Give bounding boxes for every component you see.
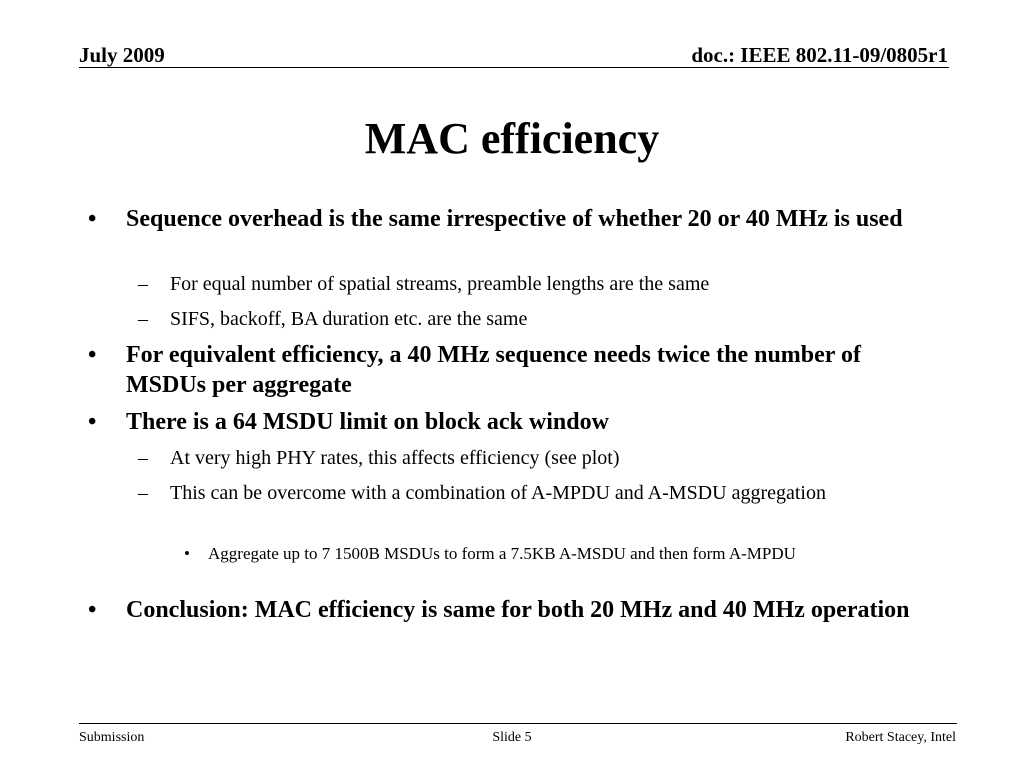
bullet-marker: • bbox=[88, 597, 97, 623]
header-date: July 2009 bbox=[79, 43, 165, 67]
footer-slide-number: Slide 5 bbox=[492, 730, 532, 745]
bullet-item bbox=[88, 340, 916, 400]
header-doc-id: doc.: IEEE 802.11-09/0805r1 bbox=[691, 43, 948, 67]
bullet-marker: • bbox=[88, 409, 97, 435]
sub-bullet-text: At very high PHY rates, this affects efficiency (see plot) bbox=[170, 447, 620, 469]
dash-marker: – bbox=[138, 447, 148, 469]
sub-bullet-text: SIFS, backoff, BA duration etc. are the same bbox=[170, 308, 528, 330]
dash-marker: – bbox=[138, 482, 148, 504]
bullet-item bbox=[88, 407, 916, 437]
bullet-marker: • bbox=[184, 544, 190, 563]
sub-bullet-item bbox=[138, 307, 950, 332]
sub-bullet-item bbox=[138, 446, 950, 471]
bullet-text: For equivalent efficiency, a 40 MHz sequence needs twice the number of MSDUs per aggregate bbox=[126, 342, 861, 398]
sub-bullet-text: For equal number of spatial streams, preamble lengths are the same bbox=[170, 273, 710, 295]
footer-divider bbox=[79, 723, 957, 724]
bullet-marker: • bbox=[88, 342, 97, 368]
sub-bullet-item bbox=[138, 272, 950, 297]
bullet-text: There is a 64 MSDU limit on block ack window bbox=[126, 409, 609, 435]
bullet-text: Sequence overhead is the same irrespective of whether 20 or 40 MHz is used bbox=[126, 206, 903, 232]
bullet-text: Conclusion: MAC efficiency is same for both 20 MHz and 40 MHz operation bbox=[126, 597, 910, 623]
slide-title: MAC efficiency bbox=[364, 114, 660, 163]
sub-bullet-item bbox=[138, 481, 910, 506]
sub-sub-bullet-item bbox=[184, 543, 943, 565]
header-divider bbox=[79, 67, 949, 68]
bullet-marker: • bbox=[88, 206, 97, 232]
dash-marker: – bbox=[138, 308, 148, 330]
bullet-item bbox=[88, 595, 946, 625]
sub-sub-bullet-text: Aggregate up to 7 1500B MSDUs to form a 7.5KB A-MSDU and then form A-MPDU bbox=[208, 544, 796, 563]
dash-marker: – bbox=[138, 273, 148, 295]
bullet-item bbox=[88, 204, 916, 234]
sub-bullet-text: This can be overcome with a combination of A-MPDU and A-MSDU aggregation bbox=[170, 482, 826, 504]
footer-submission: Submission bbox=[79, 730, 145, 745]
footer-author: Robert Stacey, Intel bbox=[845, 730, 956, 745]
